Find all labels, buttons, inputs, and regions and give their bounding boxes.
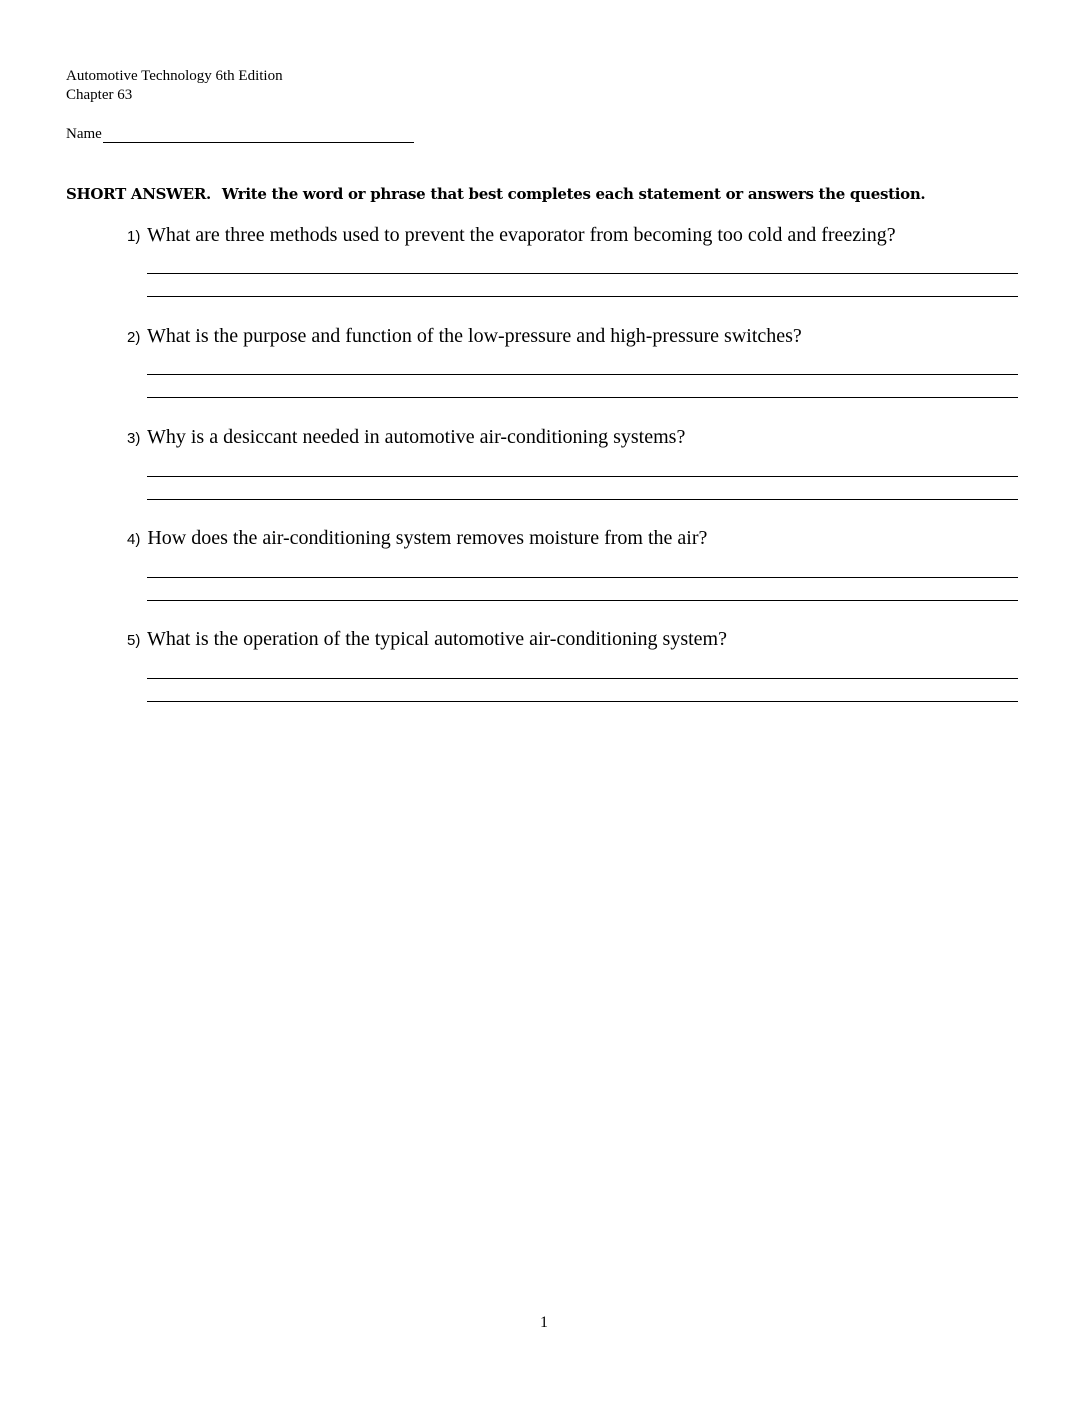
answer-line[interactable] <box>147 678 1018 679</box>
name-field-row <box>66 124 414 143</box>
question-text: Why is a desiccant needed in automotive air-conditioning systems? <box>146 426 686 448</box>
question-number: 1) <box>127 228 141 245</box>
question-2 <box>127 325 1027 348</box>
name-blank-line[interactable] <box>103 124 414 143</box>
question-5 <box>127 628 1027 651</box>
answer-line[interactable] <box>147 499 1018 500</box>
question-text: What is the purpose and function of the low-pressure and high-pressure switches? <box>146 325 802 347</box>
question-text: What is the operation of the typical automotive air-conditioning system? <box>146 628 727 650</box>
question-number: 4) <box>127 531 141 548</box>
answer-line[interactable] <box>147 397 1018 398</box>
instructions <box>66 185 925 203</box>
answer-line[interactable] <box>147 600 1018 601</box>
instructions-text: Write the word or phrase that best completes each statement or answers the question. <box>221 185 926 203</box>
answer-line[interactable] <box>147 476 1018 477</box>
answer-line[interactable] <box>147 374 1018 375</box>
question-text: What are three methods used to prevent the evaporator from becoming too cold and freezing? <box>146 224 896 246</box>
answer-line[interactable] <box>147 701 1018 702</box>
document-header <box>66 67 283 105</box>
page-number: 1 <box>540 1314 548 1331</box>
book-title: Automotive Technology 6th Edition <box>66 68 283 84</box>
question-4 <box>127 527 1027 550</box>
answer-line[interactable] <box>147 273 1018 274</box>
question-number: 5) <box>127 632 141 649</box>
question-text: How does the air-conditioning system removes moisture from the air? <box>147 527 708 549</box>
name-label: Name <box>66 126 102 142</box>
question-3 <box>127 426 1027 449</box>
question-number: 3) <box>127 430 141 447</box>
section-heading: SHORT ANSWER. <box>66 185 211 203</box>
chapter-label: Chapter 63 <box>66 87 133 103</box>
question-number: 2) <box>127 329 141 346</box>
answer-line[interactable] <box>147 577 1018 578</box>
question-1 <box>127 224 1027 247</box>
answer-line[interactable] <box>147 296 1018 297</box>
